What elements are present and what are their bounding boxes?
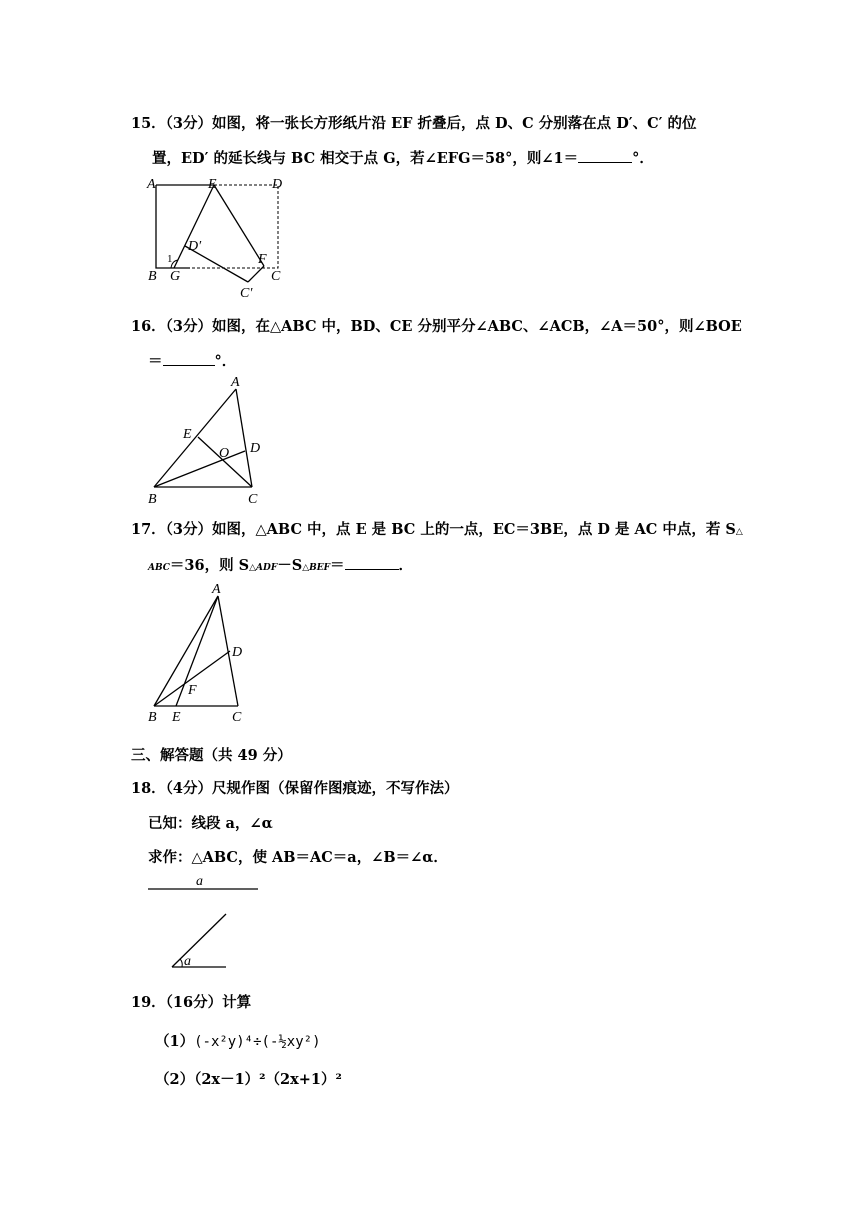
q17-text-3: ＝ — [330, 557, 345, 574]
q16-answer-blank[interactable] — [163, 351, 215, 366]
q16-label-C: C — [248, 492, 258, 507]
q18-line1: 18．（4分）尺规作图（保留作图痕迹，不写作法） — [131, 780, 459, 797]
q16-label-A: A — [231, 375, 240, 390]
q18-angle-alpha — [166, 890, 246, 970]
q17-label-E: E — [172, 710, 181, 725]
q17-label-D: D — [232, 645, 243, 660]
q15-line2-text: 置，ED′ 的延长线与 BC 相交于点 G，若∠EFG＝58°，则∠1＝ — [152, 150, 579, 167]
q17-text-4: ． — [398, 557, 413, 574]
q15-label-1: 1 — [167, 253, 173, 265]
q16-label-B: B — [148, 492, 157, 507]
q15-line2 — [152, 147, 654, 168]
q17-text-1: ＝36，则 S — [169, 557, 250, 574]
q18-label-alpha: a — [184, 954, 191, 969]
q19-part2-expr: （2x－1）²（2x+1）² — [194, 1071, 342, 1088]
q16-figure — [140, 372, 280, 507]
q17-text-2: －S — [277, 557, 303, 574]
q17-label-B: B — [148, 710, 157, 725]
q15-label-E: E — [208, 177, 217, 192]
q15-label-D: D — [272, 177, 283, 192]
q16-line2-end: °． — [214, 353, 237, 370]
q19-part1-label: （1） — [155, 1033, 195, 1050]
section-3-heading: 三、解答题（共 49 分） — [131, 747, 292, 764]
q16-label-E: E — [183, 427, 192, 442]
q16-label-D: D — [250, 441, 261, 456]
q19-part2 — [155, 1068, 342, 1089]
q19-part1 — [155, 1030, 321, 1051]
q19-part1-expr: (-x²y)⁴÷(-½xy²) — [194, 1034, 321, 1050]
q17-line2 — [148, 554, 413, 575]
q17-answer-blank[interactable] — [345, 555, 399, 570]
q17-sub-adf: △ADF — [249, 563, 278, 573]
q15-label-A: A — [147, 177, 156, 192]
q19-part2-label: （2） — [155, 1071, 195, 1088]
q17-label-A: A — [212, 582, 221, 597]
q15-label-C: C — [271, 269, 281, 284]
q18-ask: 求作：△ABC，使 AB＝AC＝a，∠B＝∠α． — [148, 849, 448, 866]
q18-label-a: a — [196, 874, 203, 889]
q18-known: 已知：线段 a，∠α — [148, 815, 273, 832]
q17-line1-sub: △ — [735, 527, 743, 537]
q15-label-G: G — [170, 269, 181, 284]
q17-sub-abc: ABC — [148, 563, 170, 573]
q17-line1-text: 17．（3分）如图，△ABC 中，点 E 是 BC 上的一点，EC＝3BE，点 D 是 AC 中点，若 S — [131, 521, 736, 538]
q17-label-F: F — [188, 683, 197, 698]
q16-line2 — [148, 350, 236, 371]
q19-line1: 19．（16分）计算 — [131, 994, 252, 1011]
q16-label-O: O — [219, 446, 230, 461]
q15-label-D1: D′ — [188, 239, 202, 254]
q15-label-C1: C′ — [240, 286, 253, 301]
q15-answer-blank[interactable] — [578, 148, 632, 163]
q15-line1: 15．（3分）如图，将一张长方形纸片沿 EF 折叠后，点 D、C 分别落在点 D′、C′ 的位 — [131, 115, 697, 132]
q17-line1 — [131, 518, 743, 539]
q17-figure — [140, 582, 260, 727]
q17-sub-bef: △BEF — [302, 563, 330, 573]
q15-figure — [140, 170, 300, 300]
q15-label-B: B — [148, 269, 157, 284]
q15-label-F: F — [258, 252, 267, 267]
q15-line2-end: °． — [632, 150, 654, 167]
q16-line1: 16．（3分）如图，在△ABC 中，BD、CE 分别平分∠ABC、∠ACB，∠A＝50°，则∠BOE — [131, 318, 742, 335]
q17-label-C: C — [232, 710, 242, 725]
q16-line2-start: ＝ — [148, 353, 163, 370]
